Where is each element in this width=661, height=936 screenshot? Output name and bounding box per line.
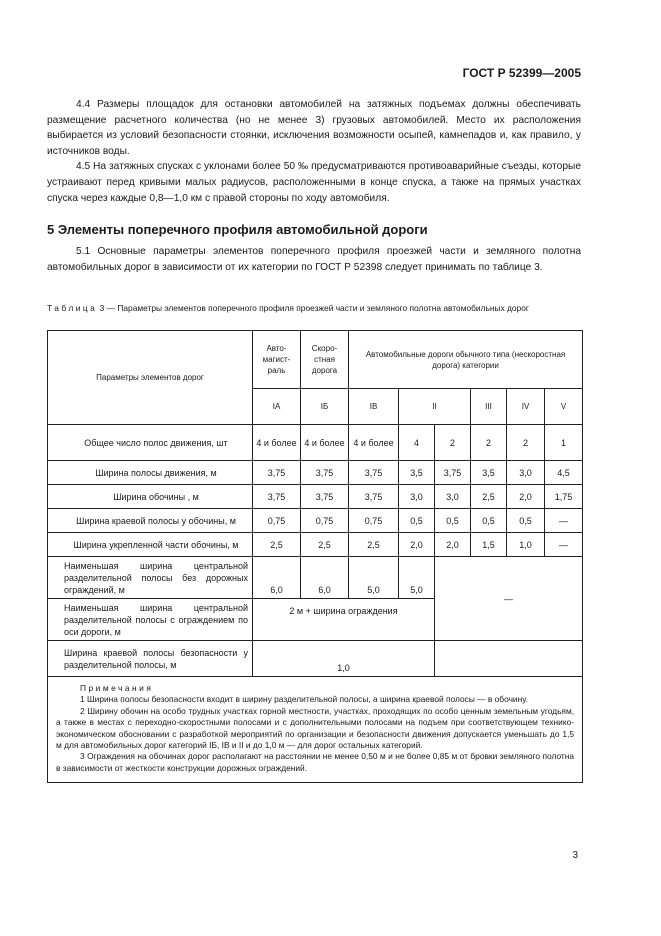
table-cell: 3,5	[471, 461, 507, 485]
table-cell: 2,5	[471, 485, 507, 509]
table-cell: 0,5	[507, 509, 545, 533]
table-cell: 2,5	[349, 533, 399, 557]
table-cell-empty	[435, 641, 583, 677]
table-cell: 4	[399, 425, 435, 461]
table-cell: 1,75	[545, 485, 583, 509]
row-label: Ширина обочины , м	[48, 485, 253, 509]
table-cell: 5,0	[399, 557, 435, 599]
table-cell: 0,5	[399, 509, 435, 533]
table-3	[47, 330, 583, 783]
table-caption-text: 3 — Параметры элементов поперечного профиля проезжей части и земляного полотна автомобильных дорог	[97, 303, 529, 313]
table-cell: 2,0	[399, 533, 435, 557]
table-cell: 3,75	[349, 485, 399, 509]
table-cell: 2	[507, 425, 545, 461]
table-cell: 0,75	[301, 509, 349, 533]
header-speed: Скоро-стная дорога	[301, 331, 349, 389]
table-cell: 2,0	[435, 533, 471, 557]
table-row	[48, 485, 583, 509]
header-row-1	[48, 331, 583, 389]
header-param: Параметры элементов дорог	[48, 331, 253, 425]
table-cell: —	[545, 509, 583, 533]
row-label: Ширина краевой полосы у обочины, м	[48, 509, 253, 533]
section-5-heading: 5 Элементы поперечного профиля автомобильной дороги	[47, 222, 428, 237]
row-label: Наименьшая ширина центральной разделительной полосы с ограждением по оси дороги, м	[48, 599, 253, 641]
table-cell: 4,5	[545, 461, 583, 485]
table-cell: 3,0	[435, 485, 471, 509]
category-cell: IА	[253, 389, 301, 425]
category-cell: IV	[507, 389, 545, 425]
table-cell: 3,5	[399, 461, 435, 485]
note-2: 2 Ширину обочин на особо трудных участках горной местности, участках, проходящих по особо ценным земельным угодьям, а также в местах с переходно-скоростными полосами и с дополнительными полосами на подъем при соответствующем технико-экономическом обосновании с разработкой мероприятий по организации и безопасности движения допускается уменьшать до 1,5 м для автомобильных дорог категорий IБ, IВ и II и до 1,0 м — для дорог остальных категорий.	[56, 705, 575, 751]
table-cell: 2,0	[507, 485, 545, 509]
category-cell: II	[399, 389, 471, 425]
row-label: Общее число полос движения, шт	[48, 425, 253, 461]
table-caption-word: Таблица	[47, 303, 98, 313]
table-cell: 3,75	[253, 485, 301, 509]
notes-heading: Примечания	[80, 683, 154, 693]
paragraph-4-5: 4.5 На затяжных спусках с уклонами более 50 ‰ предусматриваются противоаварийные съезды, которые устраивают перед кривыми малых радиусов, расположенными в конце спуска, а также на прямых участках спуска через каждые 0,8—1,0 км с правой стороны по ходу автомобиля.	[47, 161, 581, 204]
table-cell: 2	[471, 425, 507, 461]
notes-row	[48, 677, 583, 783]
table-cell: 3,0	[399, 485, 435, 509]
category-cell: IВ	[349, 389, 399, 425]
table-cell: 5,0	[349, 557, 399, 599]
paragraph-5-1-block	[47, 244, 581, 275]
category-cell: III	[471, 389, 507, 425]
table-cell: 3,75	[301, 461, 349, 485]
category-cell: IБ	[301, 389, 349, 425]
table-cell: 4 и более	[301, 425, 349, 461]
table-cell: 1,0	[507, 533, 545, 557]
table-cell: 3,75	[435, 461, 471, 485]
table-cell: 6,0	[253, 557, 301, 599]
table-row-median-no-barrier	[48, 557, 583, 599]
table-notes	[48, 677, 583, 783]
table-cell: 2,5	[253, 533, 301, 557]
table-cell: 1	[545, 425, 583, 461]
note-3: 3 Ограждения на обочинах дорог располагают на расстоянии не менее 0,50 м и не более 0,85 м от бровки земляного полотна в зависимости от жесткости конструкции дорожных ограждений.	[56, 751, 575, 773]
table-cell: 1,0	[253, 641, 435, 677]
paragraph-4-4: 4.4 Размеры площадок для остановки автомобилей на затяжных подъемах должны обеспечивать размещение расчетного количества (но не менее 3) грузовых автомобилей. Место их расположения выбирается из условий безопасности стоянки, исключения возможности осыпей, камнепадов и, как правило, у источников воды.	[47, 99, 581, 157]
table-row	[48, 509, 583, 533]
table-cell: 3,75	[301, 485, 349, 509]
paragraph-4-4-block	[47, 97, 581, 206]
table-cell: 4 и более	[349, 425, 399, 461]
paragraph-5-1: 5.1 Основные параметры элементов поперечного профиля проезжей части и земляного полотна автомобильных дорог в зависимости от их категории по ГОСТ Р 52398 следует принимать по таблице 3.	[47, 246, 581, 273]
header-ordinary: Автомобильные дороги обычного типа (нескоростная дорога) категории	[349, 331, 583, 389]
table-cell: 2	[435, 425, 471, 461]
header-auto: Авто-магист-раль	[253, 331, 301, 389]
table-cell: 0,5	[471, 509, 507, 533]
table-cell: 3,75	[349, 461, 399, 485]
table-cell-dash: —	[435, 557, 583, 641]
table-row	[48, 425, 583, 461]
table-cell: 4 и более	[253, 425, 301, 461]
row-label: Ширина краевой полосы безопасности у разделительной полосы, м	[48, 641, 253, 677]
table-cell: 0,75	[253, 509, 301, 533]
page-number: 3	[572, 850, 578, 861]
note-1: 1 Ширина полосы безопасности входит в ширину разделительной полосы, а ширина краевой полосы — в обочину.	[80, 694, 528, 705]
category-cell: V	[545, 389, 583, 425]
table-cell: 3,0	[507, 461, 545, 485]
table-row	[48, 533, 583, 557]
table-caption	[47, 302, 577, 314]
table-cell: 2 м + ширина ограждения	[253, 599, 435, 641]
table-cell: 3,75	[253, 461, 301, 485]
table-cell: 0,5	[435, 509, 471, 533]
table-cell: 0,75	[349, 509, 399, 533]
table-cell: 1,5	[471, 533, 507, 557]
table-row	[48, 461, 583, 485]
row-label: Ширина полосы движения, м	[48, 461, 253, 485]
table-row-edge-safety	[48, 641, 583, 677]
table-cell: 6,0	[301, 557, 349, 599]
row-label: Ширина укрепленной части обочины, м	[48, 533, 253, 557]
row-label: Наименьшая ширина центральной разделительной полосы без дорожных ограждений, м	[48, 557, 253, 599]
table-cell: 2,5	[301, 533, 349, 557]
table-cell: —	[545, 533, 583, 557]
document-id: ГОСТ Р 52399—2005	[462, 66, 581, 80]
